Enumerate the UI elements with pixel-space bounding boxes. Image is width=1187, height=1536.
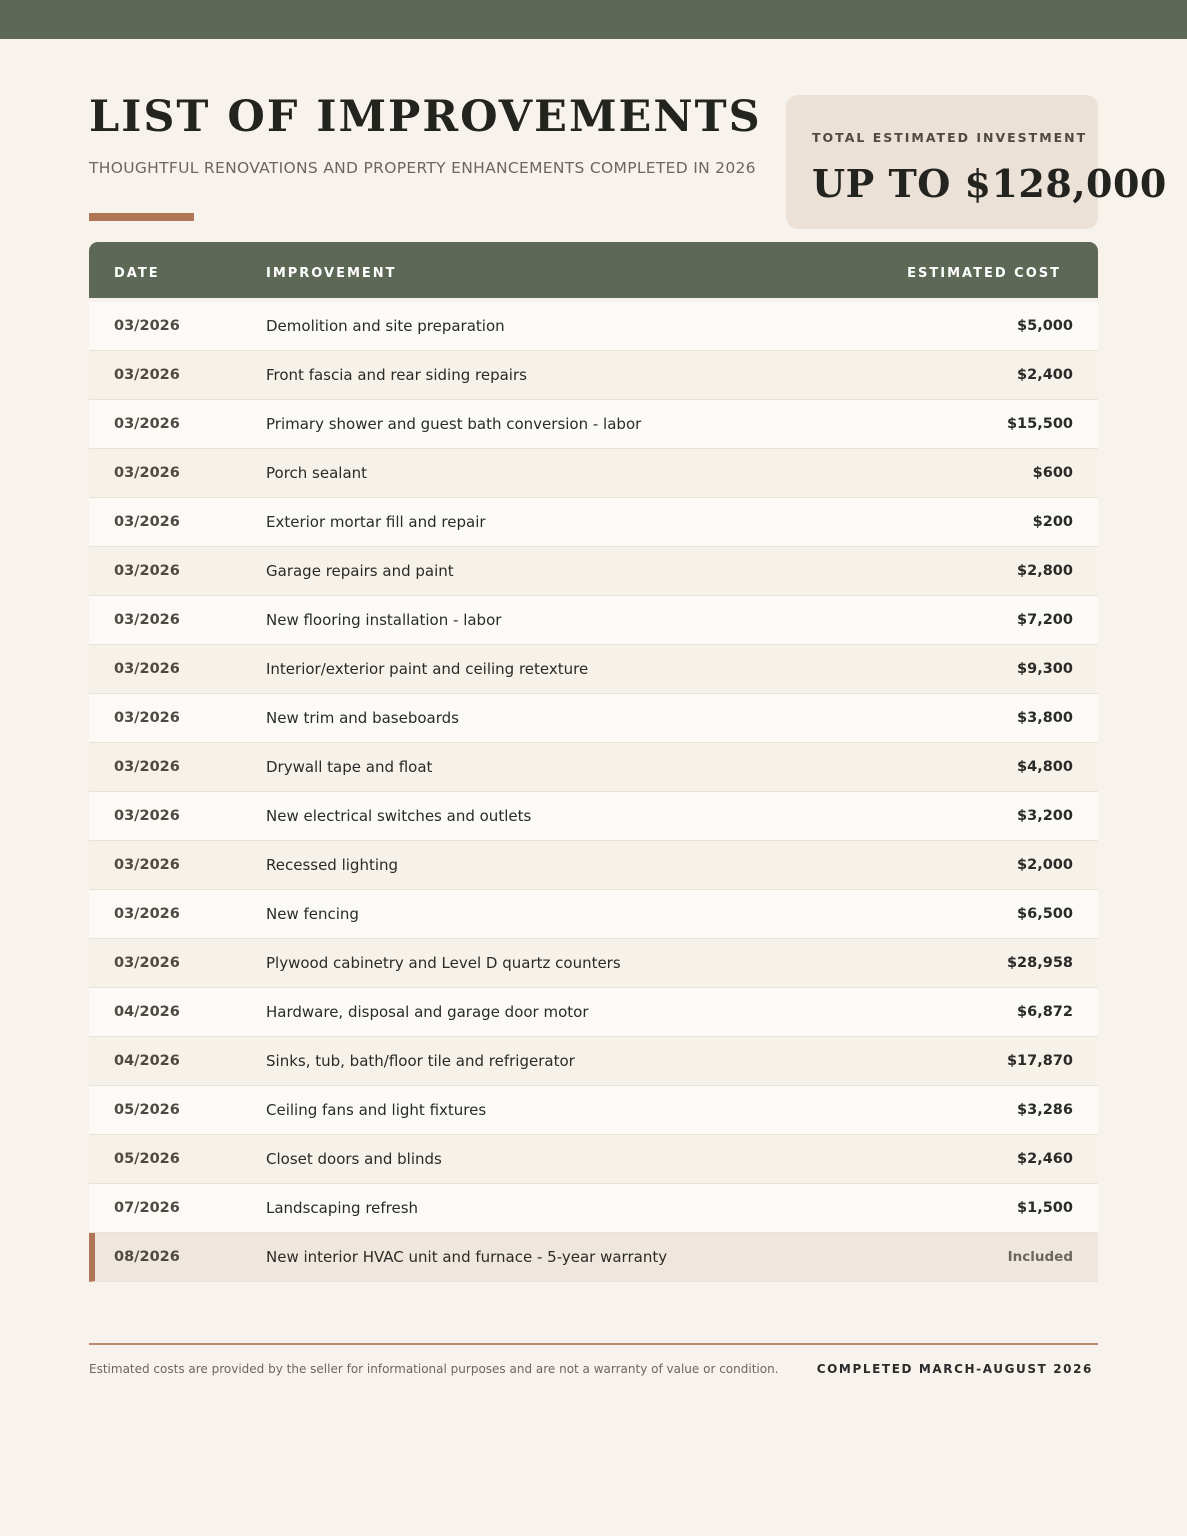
top-band (0, 0, 1187, 39)
footer-disclaimer: Estimated costs are provided by the seller for informational purposes and are not a warranty of value or condition. (89, 1362, 779, 1376)
table-body (89, 302, 1098, 1282)
row-improvement: New fencing (266, 905, 359, 923)
footer-completed: COMPLETED MARCH-AUGUST 2026 (816, 1362, 1093, 1376)
table-row (89, 939, 1098, 988)
table-row (89, 449, 1098, 498)
row-improvement: Ceiling fans and light fixtures (266, 1101, 487, 1119)
row-cost: $9,300 (1017, 661, 1073, 677)
row-date: 03/2026 (114, 612, 180, 628)
improvements-table (89, 242, 1098, 1282)
row-cost: $15,500 (1006, 416, 1073, 432)
row-cost: $2,800 (1017, 563, 1073, 579)
row-date: 03/2026 (114, 465, 180, 481)
row-date: 03/2026 (114, 759, 180, 775)
row-cost: $6,500 (1017, 906, 1073, 922)
row-date: 04/2026 (114, 1053, 180, 1069)
row-improvement: Primary shower and guest bath conversion - labor (266, 415, 642, 433)
table-row (89, 645, 1098, 694)
row-improvement: New flooring installation - labor (266, 611, 502, 629)
row-date: 03/2026 (114, 563, 180, 579)
row-improvement: New interior HVAC unit and furnace - 5-year warranty (266, 1248, 668, 1266)
row-cost: $3,286 (1017, 1102, 1073, 1118)
row-date: 03/2026 (114, 857, 180, 873)
column-header-improvement: IMPROVEMENT (266, 266, 397, 281)
row-cost: $17,870 (1006, 1053, 1073, 1069)
row-cost: $1,500 (1017, 1200, 1073, 1216)
row-improvement: Porch sealant (266, 464, 368, 482)
row-improvement: Demolition and site preparation (266, 317, 505, 335)
table-row (89, 694, 1098, 743)
row-date: 03/2026 (114, 710, 180, 726)
accent-divider (89, 213, 194, 221)
row-date: 07/2026 (114, 1200, 180, 1216)
row-date: 03/2026 (114, 906, 180, 922)
row-cost: $5,000 (1017, 318, 1073, 334)
footer-divider (89, 1343, 1098, 1345)
total-investment-label: TOTAL ESTIMATED INVESTMENT (812, 130, 1088, 145)
total-investment-value: UP TO $128,000 (812, 161, 1167, 206)
row-date: 03/2026 (114, 808, 180, 824)
row-cost: $28,958 (1006, 955, 1073, 971)
row-cost: $4,800 (1017, 759, 1073, 775)
row-date: 03/2026 (114, 661, 180, 677)
row-date: 03/2026 (114, 514, 180, 530)
row-improvement: Exterior mortar fill and repair (266, 513, 486, 531)
row-date: 03/2026 (114, 416, 180, 432)
page-title: LIST OF IMPROVEMENTS (89, 92, 762, 142)
table-row (89, 1135, 1098, 1184)
row-cost: $2,000 (1017, 857, 1073, 873)
row-improvement: Sinks, tub, bath/floor tile and refrigerator (266, 1052, 575, 1070)
row-cost: $6,872 (1017, 1004, 1073, 1020)
row-improvement: Front fascia and rear siding repairs (266, 366, 527, 384)
row-date: 03/2026 (114, 955, 180, 971)
table-row (89, 596, 1098, 645)
table-header (89, 242, 1098, 298)
table-row (89, 302, 1098, 351)
row-cost: Included (1007, 1249, 1073, 1265)
row-cost: $200 (1032, 514, 1073, 530)
row-improvement: Interior/exterior paint and ceiling retexture (266, 660, 589, 678)
column-header-cost: ESTIMATED COST (907, 266, 1061, 281)
row-date: 03/2026 (114, 367, 180, 383)
table-row (89, 988, 1098, 1037)
row-improvement: New trim and baseboards (266, 709, 459, 727)
table-row (89, 743, 1098, 792)
total-investment-card (786, 95, 1167, 229)
table-row (89, 547, 1098, 596)
table-row (89, 792, 1098, 841)
row-date: 05/2026 (114, 1151, 180, 1167)
row-improvement: New electrical switches and outlets (266, 807, 532, 825)
row-improvement: Plywood cabinetry and Level D quartz counters (266, 954, 621, 972)
table-row (89, 400, 1098, 449)
row-improvement: Hardware, disposal and garage door motor (266, 1003, 589, 1021)
row-date: 08/2026 (114, 1249, 180, 1265)
row-cost: $2,400 (1017, 367, 1073, 383)
row-improvement: Landscaping refresh (266, 1199, 419, 1217)
table-row (89, 1037, 1098, 1086)
row-date: 05/2026 (114, 1102, 180, 1118)
row-cost: $600 (1032, 465, 1073, 481)
table-row (89, 890, 1098, 939)
table-row (89, 1184, 1098, 1233)
column-header-date: DATE (114, 266, 160, 281)
row-improvement: Recessed lighting (266, 856, 399, 874)
page-subtitle: THOUGHTFUL RENOVATIONS AND PROPERTY ENHANCEMENTS COMPLETED IN 2026 (89, 159, 756, 177)
row-cost: $2,460 (1017, 1151, 1073, 1167)
table-row (89, 498, 1098, 547)
table-row (89, 1233, 1098, 1282)
table-row (89, 351, 1098, 400)
row-date: 03/2026 (114, 318, 180, 334)
table-row (89, 1086, 1098, 1135)
row-date: 04/2026 (114, 1004, 180, 1020)
row-improvement: Closet doors and blinds (266, 1150, 442, 1168)
table-row (89, 841, 1098, 890)
row-improvement: Garage repairs and paint (266, 562, 454, 580)
row-cost: $7,200 (1017, 612, 1073, 628)
row-cost: $3,200 (1017, 808, 1073, 824)
row-improvement: Drywall tape and float (266, 758, 433, 776)
row-cost: $3,800 (1017, 710, 1073, 726)
